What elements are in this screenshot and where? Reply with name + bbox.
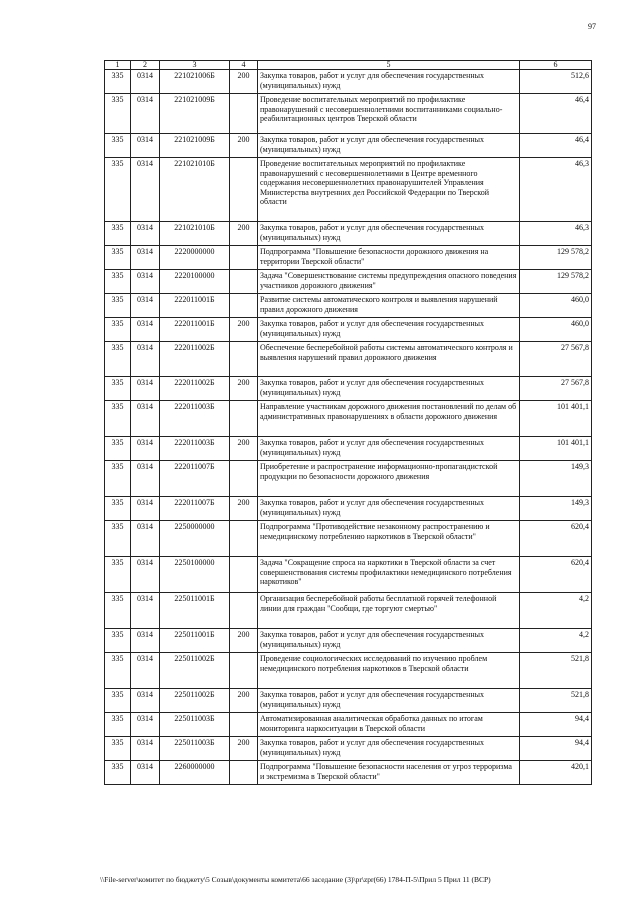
table-row [105,497,592,521]
cell-c4: 200 [230,437,258,461]
cell-c2: 0314 [131,761,160,785]
cell-c3: 221021009Б [160,134,230,158]
cell-c3: 2260000000 [160,761,230,785]
cell-c4 [230,94,258,134]
cell-c1: 335 [105,222,131,246]
cell-c1: 335 [105,270,131,294]
cell-c1: 335 [105,342,131,377]
cell-c3: 221021009Б [160,94,230,134]
cell-c4: 200 [230,134,258,158]
cell-c2: 0314 [131,437,160,461]
cell-c5: Закупка товаров, работ и услуг для обеспечения государственных (муниципальных) нужд [258,437,520,461]
cell-c3: 225011001Б [160,629,230,653]
header-col-6: 6 [520,61,592,70]
cell-c2: 0314 [131,557,160,593]
cell-c6: 512,6 [520,70,592,94]
cell-c1: 335 [105,593,131,629]
cell-c4 [230,246,258,270]
cell-c1: 335 [105,437,131,461]
cell-c3: 221021010Б [160,222,230,246]
cell-c2: 0314 [131,521,160,557]
header-col-1: 1 [105,61,131,70]
cell-c6: 46,3 [520,222,592,246]
table-row [105,134,592,158]
cell-c5: Закупка товаров, работ и услуг для обеспечения государственных (муниципальных) нужд [258,497,520,521]
cell-c6: 420,1 [520,761,592,785]
cell-c3: 222011003Б [160,437,230,461]
cell-c3: 222011007Б [160,461,230,497]
table-row [105,557,592,593]
cell-c5: Обеспечение бесперебойной работы системы автоматического контроля и выявления нарушений правил дорожного движения [258,342,520,377]
cell-c3: 222011001Б [160,318,230,342]
cell-c1: 335 [105,94,131,134]
table-row [105,294,592,318]
cell-c3: 222011002Б [160,342,230,377]
table-row [105,629,592,653]
table-row [105,689,592,713]
cell-c2: 0314 [131,653,160,689]
cell-c1: 335 [105,70,131,94]
cell-c1: 335 [105,761,131,785]
cell-c6: 46,3 [520,158,592,222]
cell-c1: 335 [105,461,131,497]
table-row [105,94,592,134]
cell-c5: Подпрограмма "Повышение безопасности дорожного движения на территории Тверской области" [258,246,520,270]
cell-c3: 2220100000 [160,270,230,294]
cell-c5: Закупка товаров, работ и услуг для обеспечения государственных (муниципальных) нужд [258,70,520,94]
footer-file-path: \\File-server\комитет по бюджету\5 Созыв\документы комитета\66 заседание (3)\pr\zpr(66) 1784-П-5\Прил 5 Прил 11 (ВСР) [100,875,491,884]
cell-c2: 0314 [131,497,160,521]
cell-c4 [230,521,258,557]
cell-c1: 335 [105,557,131,593]
cell-c1: 335 [105,401,131,437]
cell-c3: 2250100000 [160,557,230,593]
cell-c3: 225011002Б [160,689,230,713]
table-row [105,761,592,785]
cell-c3: 225011003Б [160,713,230,737]
cell-c2: 0314 [131,629,160,653]
cell-c5: Направление участникам дорожного движения постановлений по делам об административных правонарушениях в области дорожного движения [258,401,520,437]
header-col-2: 2 [131,61,160,70]
cell-c3: 225011003Б [160,737,230,761]
cell-c3: 222011002Б [160,377,230,401]
cell-c5: Задача "Сокращение спроса на наркотики в Тверской области за счет совершенствования системы профилактики немедицинского потребления наркотиков" [258,557,520,593]
cell-c5: Развитие системы автоматического контроля и выявления нарушений правил дорожного движения [258,294,520,318]
cell-c2: 0314 [131,94,160,134]
cell-c5: Организация бесперебойной работы бесплатной горячей телефонной линии для граждан "Сообщи, где торгуют смертью" [258,593,520,629]
cell-c6: 94,4 [520,713,592,737]
cell-c1: 335 [105,158,131,222]
cell-c4: 200 [230,689,258,713]
cell-c5: Закупка товаров, работ и услуг для обеспечения государственных (муниципальных) нужд [258,629,520,653]
cell-c6: 27 567,8 [520,377,592,401]
table-row [105,377,592,401]
cell-c6: 46,4 [520,94,592,134]
table-row [105,270,592,294]
cell-c4: 200 [230,70,258,94]
table-row [105,318,592,342]
cell-c5: Автоматизированная аналитическая обработка данных по итогам мониторинга наркоситуации в Тверской области [258,713,520,737]
cell-c3: 221021010Б [160,158,230,222]
cell-c4 [230,461,258,497]
cell-c2: 0314 [131,134,160,158]
table-row [105,437,592,461]
cell-c2: 0314 [131,294,160,318]
cell-c6: 620,4 [520,521,592,557]
cell-c6: 521,8 [520,689,592,713]
table-row [105,246,592,270]
cell-c6: 129 578,2 [520,270,592,294]
cell-c1: 335 [105,689,131,713]
cell-c1: 335 [105,377,131,401]
table-row [105,737,592,761]
page-number: 97 [588,22,596,31]
cell-c4 [230,653,258,689]
cell-c2: 0314 [131,70,160,94]
cell-c2: 0314 [131,222,160,246]
cell-c5: Задача "Совершенствование системы предупреждения опасного поведения участников дорожного движения" [258,270,520,294]
cell-c6: 149,3 [520,461,592,497]
cell-c4 [230,342,258,377]
cell-c5: Закупка товаров, работ и услуг для обеспечения государственных (муниципальных) нужд [258,318,520,342]
cell-c1: 335 [105,294,131,318]
cell-c6: 4,2 [520,593,592,629]
cell-c5: Приобретение и распространение информационно-пропагандистской продукции по безопасности дорожного движения [258,461,520,497]
cell-c4 [230,557,258,593]
cell-c3: 221021006Б [160,70,230,94]
table-row [105,713,592,737]
table-row [105,70,592,94]
cell-c1: 335 [105,737,131,761]
cell-c6: 149,3 [520,497,592,521]
cell-c6: 129 578,2 [520,246,592,270]
table-row [105,158,592,222]
cell-c5: Проведение воспитательных мероприятий по профилактике правонарушений с несовершеннолетними в Центре временного содержания несовершеннолетних правонарушителей Управления Министерства внутренних дел Российской Федерации по Тверской области [258,158,520,222]
cell-c5: Подпрограмма "Противодействие незаконному распространению и немедицинскому потреблению наркотиков в Тверской области" [258,521,520,557]
cell-c1: 335 [105,629,131,653]
cell-c6: 94,4 [520,737,592,761]
cell-c6: 460,0 [520,294,592,318]
header-col-5: 5 [258,61,520,70]
budget-table [104,60,592,785]
cell-c2: 0314 [131,377,160,401]
table-row [105,521,592,557]
cell-c3: 2220000000 [160,246,230,270]
cell-c2: 0314 [131,270,160,294]
cell-c4: 200 [230,629,258,653]
cell-c6: 27 567,8 [520,342,592,377]
cell-c1: 335 [105,318,131,342]
cell-c2: 0314 [131,318,160,342]
cell-c6: 101 401,1 [520,401,592,437]
cell-c1: 335 [105,713,131,737]
cell-c5: Закупка товаров, работ и услуг для обеспечения государственных (муниципальных) нужд [258,689,520,713]
cell-c4: 200 [230,497,258,521]
cell-c5: Закупка товаров, работ и услуг для обеспечения государственных (муниципальных) нужд [258,737,520,761]
cell-c2: 0314 [131,342,160,377]
cell-c1: 335 [105,653,131,689]
table-row [105,653,592,689]
cell-c3: 225011001Б [160,593,230,629]
table-body [105,70,592,785]
cell-c1: 335 [105,134,131,158]
cell-c1: 335 [105,246,131,270]
cell-c4 [230,294,258,318]
cell-c2: 0314 [131,737,160,761]
cell-c1: 335 [105,521,131,557]
cell-c4 [230,593,258,629]
cell-c4 [230,401,258,437]
cell-c2: 0314 [131,401,160,437]
cell-c4: 200 [230,222,258,246]
cell-c5: Подпрограмма "Повышение безопасности населения от угроз терроризма и экстремизма в Тверской области" [258,761,520,785]
cell-c3: 222011007Б [160,497,230,521]
table-row [105,593,592,629]
cell-c5: Закупка товаров, работ и услуг для обеспечения государственных (муниципальных) нужд [258,222,520,246]
table-row [105,461,592,497]
cell-c6: 101 401,1 [520,437,592,461]
cell-c2: 0314 [131,713,160,737]
cell-c5: Проведение воспитательных мероприятий по профилактике правонарушений с несовершеннолетними воспитанниками социально-реабилитационных центров Тверской области [258,94,520,134]
cell-c3: 225011002Б [160,653,230,689]
header-col-4: 4 [230,61,258,70]
cell-c6: 620,4 [520,557,592,593]
cell-c4 [230,158,258,222]
cell-c5: Закупка товаров, работ и услуг для обеспечения государственных (муниципальных) нужд [258,134,520,158]
cell-c2: 0314 [131,158,160,222]
table-row [105,222,592,246]
cell-c3: 222011001Б [160,294,230,318]
cell-c2: 0314 [131,461,160,497]
header-row [105,61,592,70]
cell-c6: 4,2 [520,629,592,653]
cell-c4 [230,270,258,294]
cell-c2: 0314 [131,593,160,629]
cell-c4: 200 [230,318,258,342]
cell-c4 [230,761,258,785]
cell-c4: 200 [230,377,258,401]
cell-c2: 0314 [131,689,160,713]
cell-c5: Проведение социологических исследований по изучению проблем немедицинского потребления наркотиков в Тверской области [258,653,520,689]
cell-c6: 46,4 [520,134,592,158]
table-row [105,401,592,437]
cell-c3: 222011003Б [160,401,230,437]
table-row [105,342,592,377]
cell-c4 [230,713,258,737]
cell-c2: 0314 [131,246,160,270]
cell-c6: 521,8 [520,653,592,689]
table-header [105,61,592,70]
cell-c5: Закупка товаров, работ и услуг для обеспечения государственных (муниципальных) нужд [258,377,520,401]
cell-c3: 2250000000 [160,521,230,557]
header-col-3: 3 [160,61,230,70]
cell-c1: 335 [105,497,131,521]
cell-c4: 200 [230,737,258,761]
cell-c6: 460,0 [520,318,592,342]
